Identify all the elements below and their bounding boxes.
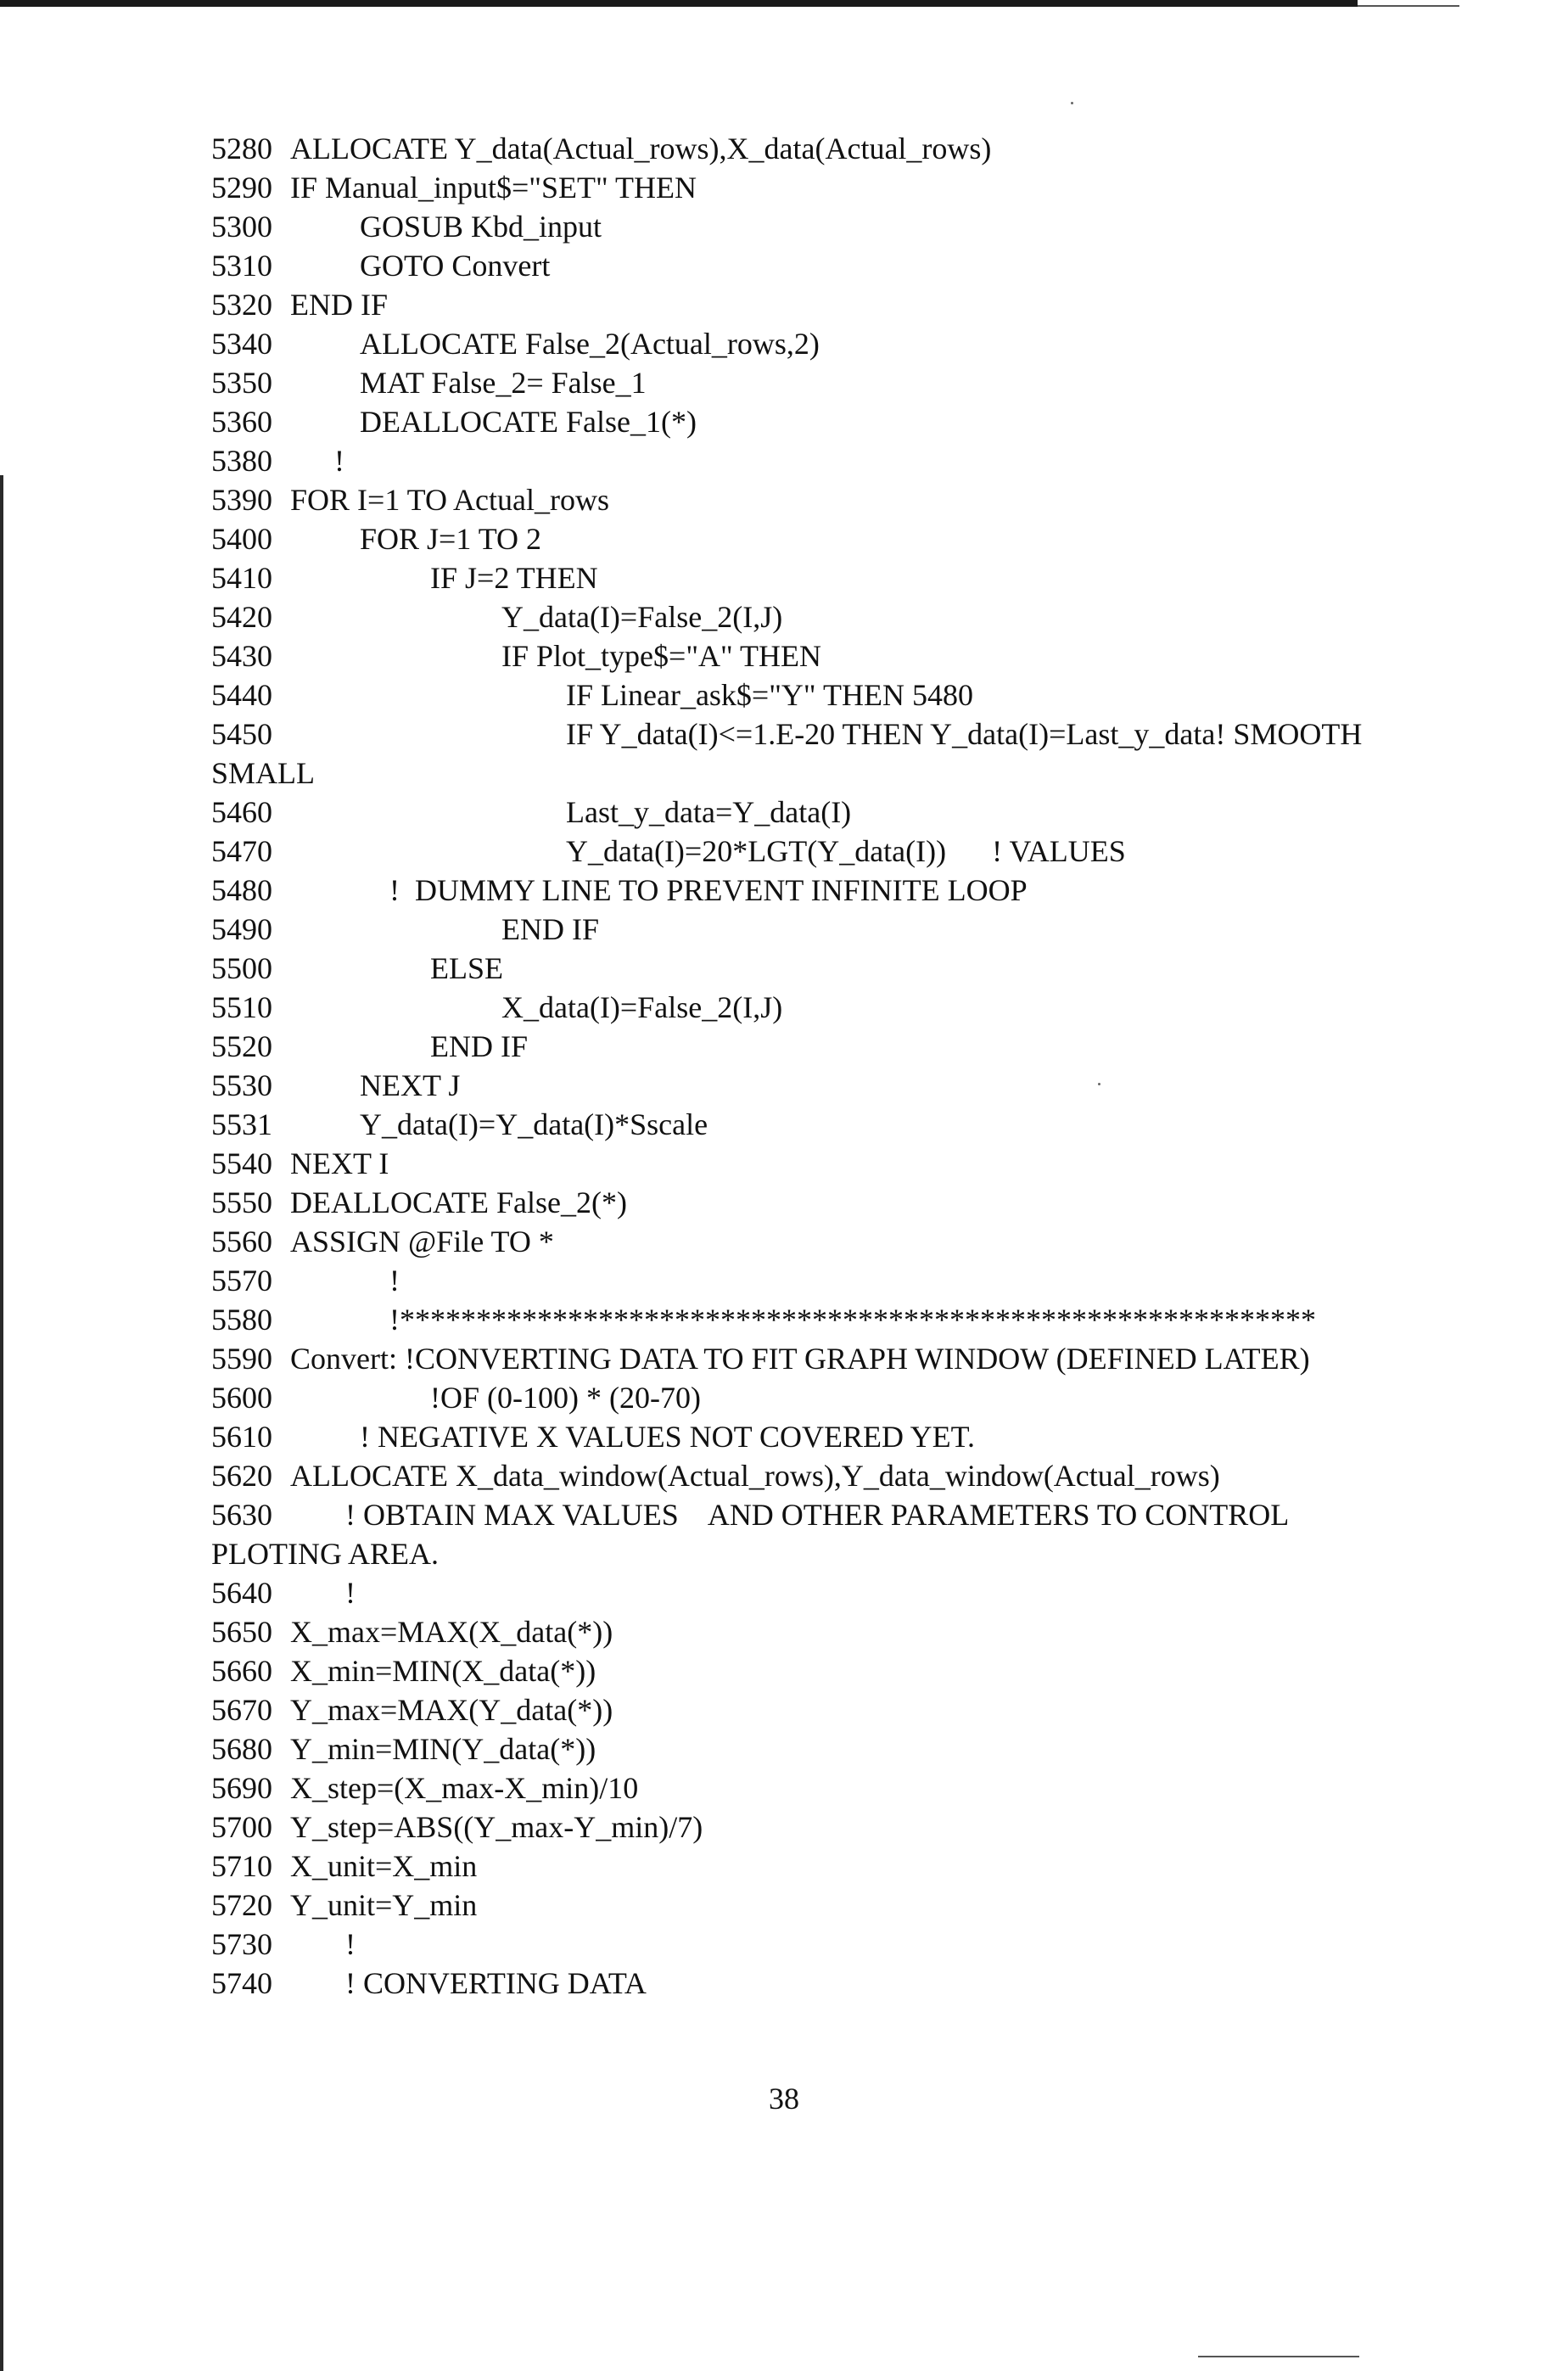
code-line: [211, 207, 1467, 246]
line-code-text: NEXT I: [290, 1146, 389, 1180]
line-number: 5440: [211, 678, 272, 712]
line-number: 5590: [211, 1342, 272, 1376]
line-code-text: MAT False_2= False_1: [360, 366, 647, 400]
line-number: 5630: [211, 1498, 272, 1532]
line-number: 5660: [211, 1654, 272, 1688]
code-line: [211, 1417, 1467, 1456]
scan-speck: [1071, 102, 1073, 104]
line-code-text: ASSIGN @File TO *: [290, 1225, 554, 1258]
code-line: [211, 1183, 1467, 1222]
code-line: [211, 1729, 1467, 1768]
line-number: 5580: [211, 1303, 272, 1337]
code-line: [211, 1690, 1467, 1729]
code-line: [211, 1808, 1467, 1847]
code-line: [211, 1534, 1467, 1573]
code-line: [211, 1144, 1467, 1183]
line-number: 5500: [211, 951, 272, 985]
code-line: [211, 597, 1467, 636]
line-code-text: DEALLOCATE False_2(*): [290, 1186, 627, 1219]
line-number: 5610: [211, 1420, 272, 1454]
line-code-text: ! OBTAIN MAX VALUES AND OTHER PARAMETERS TO CONTROL: [345, 1498, 1290, 1532]
line-code-text: DEALLOCATE False_1(*): [360, 405, 697, 439]
line-number: 5520: [211, 1029, 272, 1063]
code-line: [211, 1300, 1467, 1339]
line-number: 5740: [211, 1966, 272, 2000]
line-number: 5400: [211, 522, 272, 556]
code-line: [211, 1925, 1467, 1964]
line-number: 5550: [211, 1186, 272, 1219]
code-line: [211, 1456, 1467, 1495]
line-code-text: IF Y_data(I)<=1.E-20 THEN Y_data(I)=Last_y_data! SMOOTH: [566, 717, 1363, 751]
line-code-text: PLOTING AREA.: [211, 1537, 439, 1571]
line-number: 5720: [211, 1888, 272, 1922]
line-number: 5280: [211, 132, 272, 165]
line-number: 5480: [211, 873, 272, 907]
line-number: 5680: [211, 1732, 272, 1766]
line-code-text: END IF: [290, 288, 388, 322]
line-code-text: ALLOCATE Y_data(Actual_rows),X_data(Actual_rows): [290, 132, 992, 165]
line-code-text: SMALL: [211, 756, 316, 790]
line-number: 5730: [211, 1927, 272, 1961]
line-number: 5430: [211, 639, 272, 673]
line-number: 5320: [211, 288, 272, 322]
line-code-text: Y_max=MAX(Y_data(*)): [290, 1693, 613, 1727]
line-number: 5300: [211, 210, 272, 244]
line-number: 5350: [211, 366, 272, 400]
line-number: 5560: [211, 1225, 272, 1258]
code-line: [211, 1886, 1467, 1925]
code-line: [211, 675, 1467, 715]
code-line: [211, 1261, 1467, 1300]
code-line: [211, 832, 1467, 871]
line-code-text: END IF: [430, 1029, 528, 1063]
line-code-text: END IF: [501, 912, 599, 946]
line-code-text: ELSE: [430, 951, 503, 985]
code-line: [211, 1964, 1467, 2003]
line-code-text: FOR I=1 TO Actual_rows: [290, 483, 609, 517]
line-code-text: IF Manual_input$="SET" THEN: [290, 171, 697, 205]
line-code-text: FOR J=1 TO 2: [360, 522, 542, 556]
code-line: [211, 1573, 1467, 1612]
line-code-text: !: [389, 1264, 400, 1298]
line-number: 5531: [211, 1107, 272, 1141]
line-code-text: GOTO Convert: [360, 249, 551, 283]
line-number: 5380: [211, 444, 272, 478]
code-line: [211, 793, 1467, 832]
code-line: [211, 246, 1467, 285]
code-line: [211, 558, 1467, 597]
line-code-text: X_step=(X_max-X_min)/10: [290, 1771, 639, 1805]
line-code-text: !************************************************************: [389, 1303, 1316, 1337]
line-code-text: Y_step=ABS((Y_max-Y_min)/7): [290, 1810, 703, 1844]
line-code-text: X_unit=X_min: [290, 1849, 478, 1883]
code-line: [211, 1768, 1467, 1808]
line-number: 5490: [211, 912, 272, 946]
line-number: 5470: [211, 834, 272, 868]
code-line: [211, 1222, 1467, 1261]
line-number: 5390: [211, 483, 272, 517]
line-number: 5360: [211, 405, 272, 439]
line-number: 5530: [211, 1068, 272, 1102]
code-line: [211, 910, 1467, 949]
line-number: 5650: [211, 1615, 272, 1649]
line-number: 5700: [211, 1810, 272, 1844]
code-line: [211, 1027, 1467, 1066]
code-line: [211, 715, 1467, 754]
line-code-text: NEXT J: [360, 1068, 461, 1102]
line-code-text: !: [345, 1576, 356, 1610]
code-line: [211, 324, 1467, 363]
line-number: 5640: [211, 1576, 272, 1610]
line-code-text: Y_data(I)=20*LGT(Y_data(I)) ! VALUES: [566, 834, 1126, 868]
code-line: [211, 519, 1467, 558]
line-code-text: X_data(I)=False_2(I,J): [501, 990, 783, 1024]
line-code-text: ! NEGATIVE X VALUES NOT COVERED YET.: [360, 1420, 975, 1454]
line-number: 5570: [211, 1264, 272, 1298]
code-line: [211, 1105, 1467, 1144]
line-number: 5340: [211, 327, 272, 361]
code-line: [211, 285, 1467, 324]
line-number: 5420: [211, 600, 272, 634]
line-code-text: Y_min=MIN(Y_data(*)): [290, 1732, 596, 1766]
line-code-text: Y_data(I)=Y_data(I)*Sscale: [360, 1107, 708, 1141]
code-line: [211, 1066, 1467, 1105]
code-line: [211, 871, 1467, 910]
line-number: 5620: [211, 1459, 272, 1493]
line-code-text: X_min=MIN(X_data(*)): [290, 1654, 596, 1688]
code-line: [211, 754, 1467, 793]
line-code-text: Convert: !CONVERTING DATA TO FIT GRAPH WINDOW (DEFINED LATER): [290, 1342, 1310, 1376]
code-line: [211, 1847, 1467, 1886]
code-line: [211, 168, 1467, 207]
line-number: 5290: [211, 171, 272, 205]
line-code-text: IF Linear_ask$="Y" THEN 5480: [566, 678, 973, 712]
line-code-text: !OF (0-100) * (20-70): [430, 1381, 701, 1415]
line-code-text: ! CONVERTING DATA: [345, 1966, 647, 2000]
code-line: [211, 949, 1467, 988]
scan-top-border-thin: [1358, 5, 1459, 7]
line-code-text: Last_y_data=Y_data(I): [566, 795, 852, 829]
line-number: 5510: [211, 990, 272, 1024]
code-line: [211, 129, 1467, 168]
line-code-text: !: [334, 444, 344, 478]
code-listing: [211, 129, 1467, 2003]
line-code-text: ! DUMMY LINE TO PREVENT INFINITE LOOP: [389, 873, 1028, 907]
line-number: 5710: [211, 1849, 272, 1883]
line-code-text: IF Plot_type$="A" THEN: [501, 639, 822, 673]
line-number: 5600: [211, 1381, 272, 1415]
scan-top-border: [0, 0, 1358, 7]
line-code-text: ALLOCATE X_data_window(Actual_rows),Y_data_window(Actual_rows): [290, 1459, 1220, 1493]
code-line: [211, 363, 1467, 402]
line-code-text: X_max=MAX(X_data(*)): [290, 1615, 613, 1649]
line-number: 5690: [211, 1771, 272, 1805]
line-code-text: Y_unit=Y_min: [290, 1888, 478, 1922]
code-line: [211, 1495, 1467, 1534]
code-line: [211, 441, 1467, 480]
code-line: [211, 636, 1467, 675]
line-number: 5310: [211, 249, 272, 283]
line-code-text: !: [345, 1927, 356, 1961]
line-number: 5540: [211, 1146, 272, 1180]
line-code-text: GOSUB Kbd_input: [360, 210, 602, 244]
scan-bottom-border: [1198, 2356, 1359, 2357]
line-code-text: IF J=2 THEN: [430, 561, 598, 595]
code-line: [211, 988, 1467, 1027]
line-code-text: ALLOCATE False_2(Actual_rows,2): [360, 327, 820, 361]
code-line: [211, 480, 1467, 519]
code-line: [211, 1612, 1467, 1651]
line-number: 5670: [211, 1693, 272, 1727]
code-line: [211, 1651, 1467, 1690]
code-line: [211, 1339, 1467, 1378]
line-number: 5460: [211, 795, 272, 829]
page-number: 38: [769, 2082, 799, 2116]
code-line: [211, 1378, 1467, 1417]
code-line: [211, 402, 1467, 441]
line-number: 5450: [211, 717, 272, 751]
line-code-text: Y_data(I)=False_2(I,J): [501, 600, 783, 634]
line-number: 5410: [211, 561, 272, 595]
